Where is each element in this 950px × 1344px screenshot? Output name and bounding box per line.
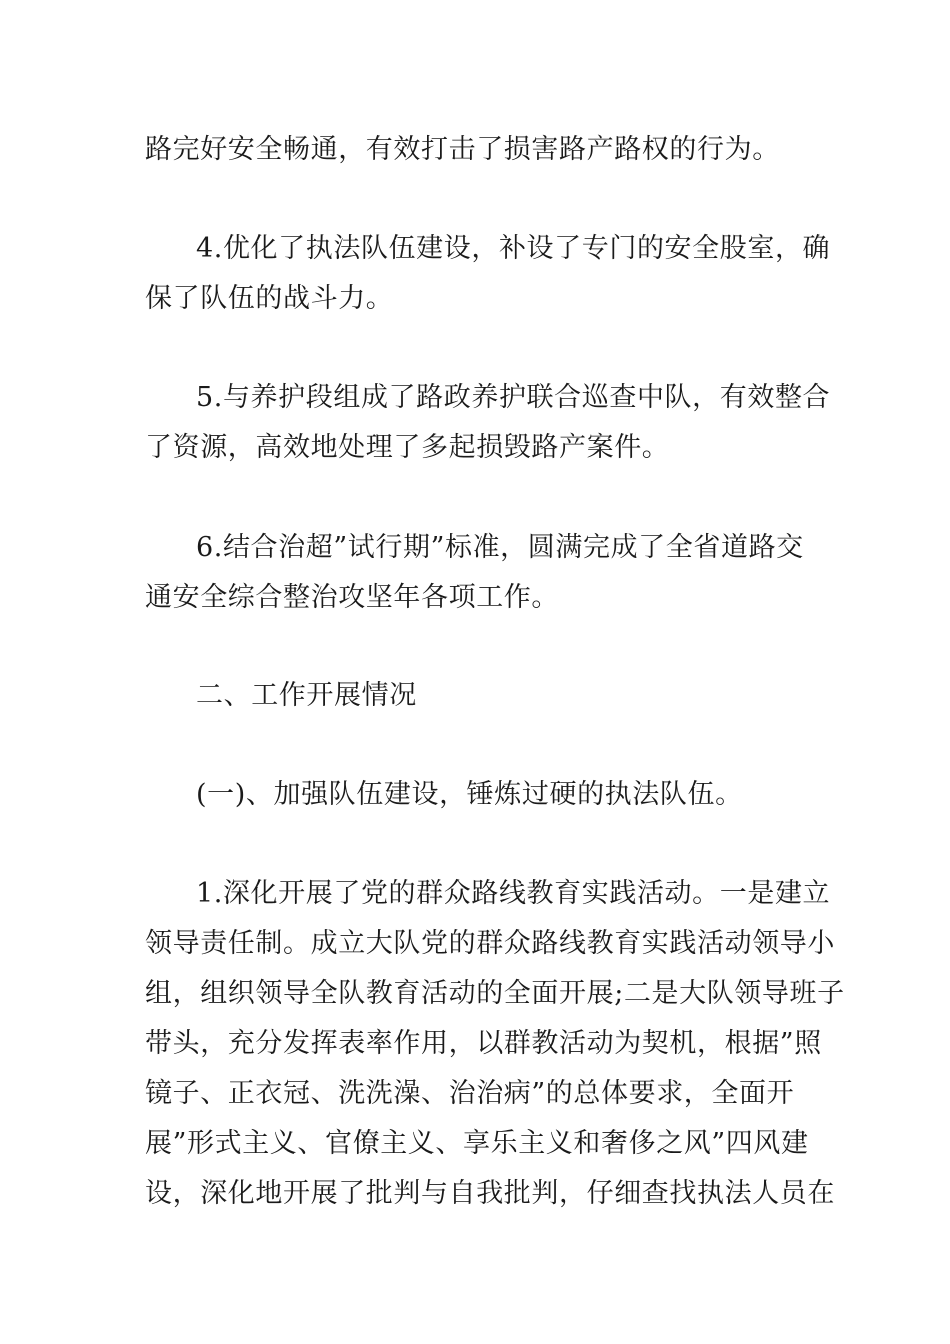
paragraph-line: 镜子、正衣冠、洗洗澡、治治病”的总体要求，全面开 (145, 1078, 795, 1109)
paragraph-line: 设，深化地开展了批判与自我批判，仔细查找执法人员在 (145, 1178, 835, 1209)
paragraph-line: 通安全综合整治攻坚年各项工作。 (145, 582, 559, 613)
paragraph-line: 5.与养护段组成了路政养护联合巡查中队，有效整合 (196, 382, 831, 413)
subsection-heading: (一)、加强队伍建设，锤炼过硬的执法队伍。 (196, 779, 743, 810)
paragraph-line: 6.结合治超”试行期”标准，圆满完成了全省道路交 (196, 532, 804, 563)
section-heading: 二、工作开展情况 (196, 680, 417, 711)
paragraph-line: 1.深化开展了党的群众路线教育实践活动。一是建立 (196, 878, 831, 909)
paragraph-line: 组，组织领导全队教育活动的全面开展;二是大队领导班子 (145, 978, 845, 1009)
paragraph-line: 了资源，高效地处理了多起损毁路产案件。 (145, 432, 670, 463)
paragraph-line: 保了队伍的战斗力。 (145, 283, 394, 314)
paragraph-line: 路完好安全畅通，有效打击了损害路产路权的行为。 (145, 134, 780, 165)
paragraph-line: 领导责任制。成立大队党的群众路线教育实践活动领导小 (145, 928, 835, 959)
paragraph-line: 带头，充分发挥表率作用，以群教活动为契机，根据”照 (145, 1028, 822, 1059)
paragraph-line: 4.优化了执法队伍建设，补设了专门的安全股室，确 (196, 233, 831, 264)
paragraph-line: 展”形式主义、官僚主义、享乐主义和奢侈之风”四风建 (145, 1128, 809, 1159)
